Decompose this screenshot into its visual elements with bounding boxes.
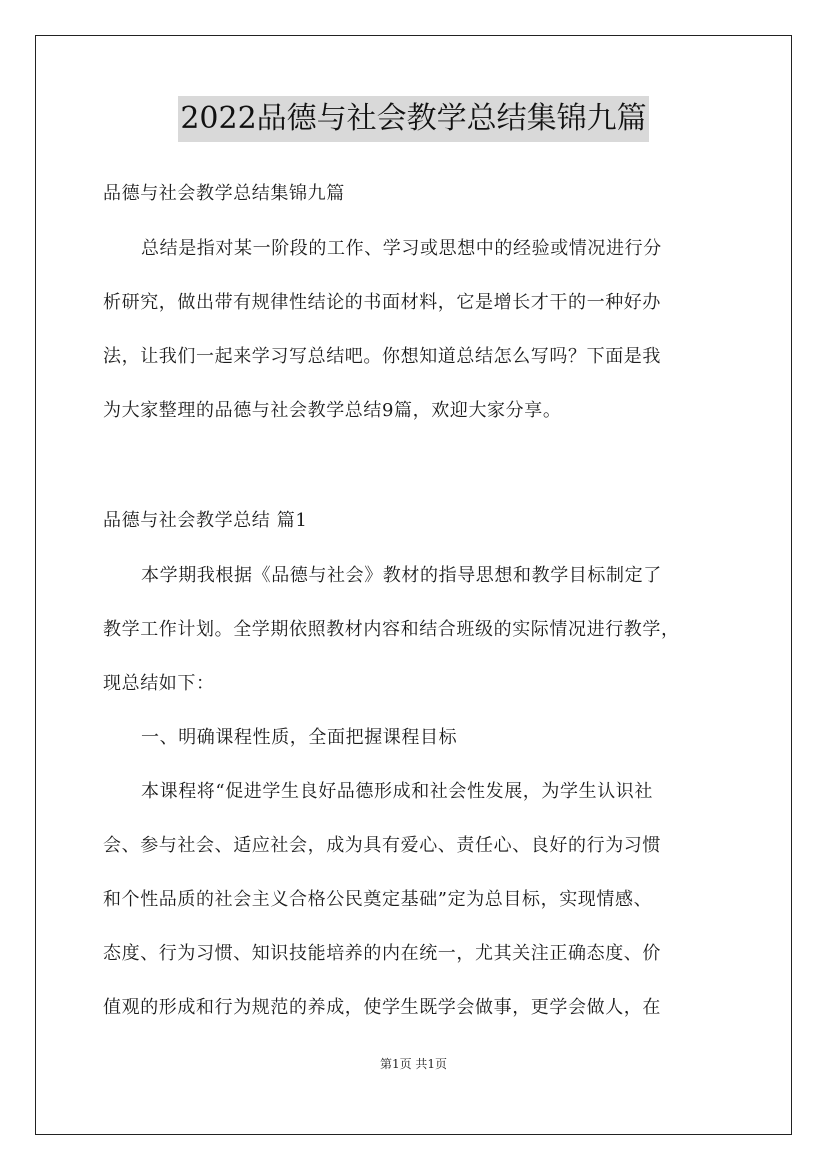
intro-line-1: 总结是指对某一阶段的工作、学习或思想中的经验或情况进行分 bbox=[141, 238, 662, 259]
intro-line-2: 析研究，做出带有规律性结论的书面材料，它是增长才干的一种好办 bbox=[103, 292, 661, 313]
intro-line-4: 为大家整理的品德与社会教学总结9篇，欢迎大家分享。 bbox=[103, 400, 562, 421]
subtitle: 品德与社会教学总结集锦九篇 bbox=[103, 183, 345, 204]
page-footer: 第1页 共1页 bbox=[379, 1057, 448, 1071]
para1-line-2: 教学工作计划。全学期依照教材内容和结合班级的实际情况进行教学， bbox=[103, 619, 680, 640]
para1-line-1: 本学期我根据《品德与社会》教材的指导思想和教学目标制定了 bbox=[141, 565, 662, 586]
para2-line-2: 会、参与社会、适应社会，成为具有爱心、责任心、良好的行为习惯 bbox=[103, 835, 661, 856]
para2-line-3: 和个性品质的社会主义合格公民奠定基础”定为总目标，实现情感、 bbox=[103, 889, 653, 910]
para2-line-1: 本课程将“促进学生良好品德形成和社会性发展，为学生认识社 bbox=[141, 781, 653, 802]
document-title: 2022品德与社会教学总结集锦九篇 bbox=[178, 96, 648, 142]
para2-line-5: 值观的形成和行为规范的养成，使学生既学会做事，更学会做人，在 bbox=[103, 997, 661, 1018]
subheading: 一、明确课程性质，全面把握课程目标 bbox=[141, 727, 458, 748]
section-heading: 品德与社会教学总结 篇1 bbox=[103, 510, 308, 531]
title-container bbox=[0, 96, 827, 142]
para1-line-3: 现总结如下： bbox=[103, 673, 215, 694]
para2-line-4: 态度、行为习惯、知识技能培养的内在统一，尤其关注正确态度、价 bbox=[103, 943, 661, 964]
intro-line-3: 法，让我们一起来学习写总结吧。你想知道总结怎么写吗？下面是我 bbox=[103, 346, 661, 367]
